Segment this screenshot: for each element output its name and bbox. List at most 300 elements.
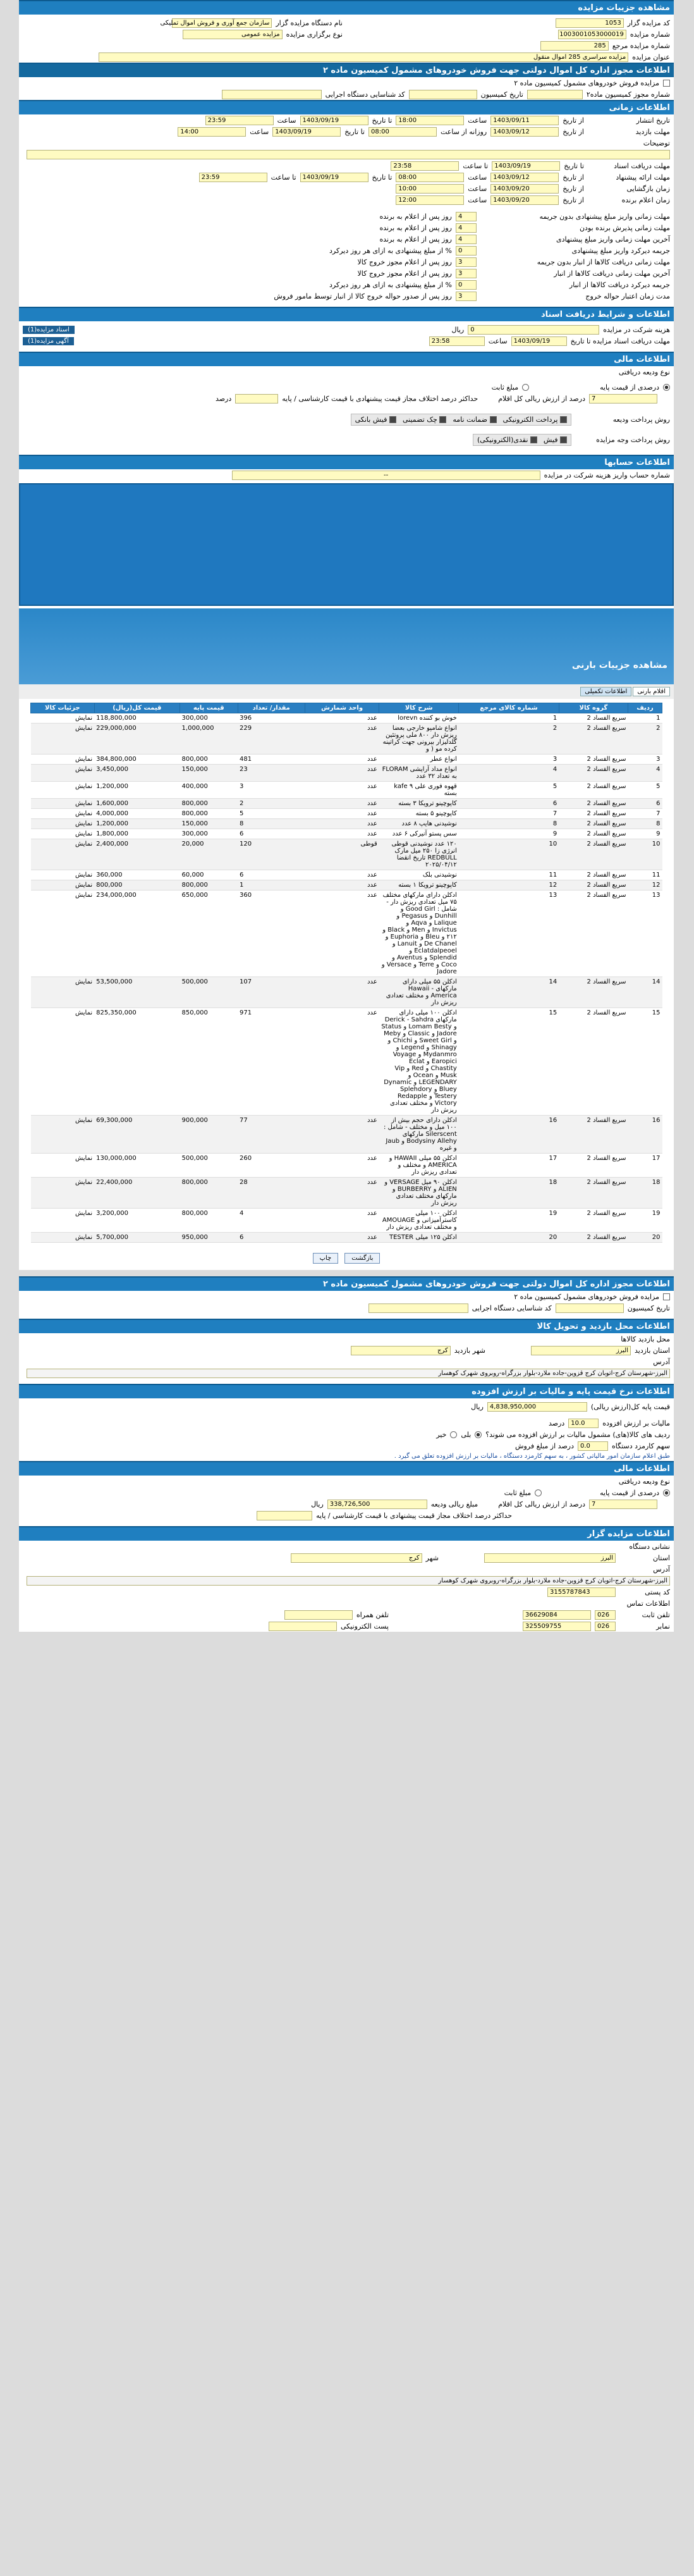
table-cell: 14 — [628, 977, 662, 1008]
table-cell: 229 — [238, 724, 305, 755]
pay-slip-checkbox[interactable] — [560, 436, 567, 443]
description-label: توضیحات — [643, 139, 670, 147]
table-cell: سریع الفساد 2 — [559, 765, 628, 782]
table-cell: 396 — [238, 713, 305, 724]
periods-list — [19, 211, 674, 302]
table-cell: 19 — [628, 1209, 662, 1233]
item-details-link[interactable]: نمایش — [31, 1209, 95, 1233]
table-cell: 6 — [238, 870, 305, 880]
code-label: کد مزایده گزار — [627, 18, 670, 27]
table-cell: انواع شامپو خارجی بعضا ریزش دار ۸۰۰ ملی پروتئین گلدلیزار بیرونی جهت کراتینه کرده مو ( و — [379, 724, 459, 755]
p2-visit-city: کرج — [351, 1346, 451, 1355]
table-cell: 8 — [628, 819, 662, 829]
commission-date-label: تاریخ کمیسیون — [480, 90, 523, 99]
table-cell: سریع الفساد 2 — [559, 782, 628, 799]
table-cell: سریع الفساد 2 — [559, 809, 628, 819]
visit-from-time: 08:00 — [368, 127, 437, 137]
table-cell: 800,000 — [180, 1209, 238, 1233]
table-row — [31, 839, 662, 870]
item-details-link[interactable]: نمایش — [31, 819, 95, 829]
table-cell: سریع الفساد 2 — [559, 724, 628, 755]
bid-deadline-label: مهلت ارائه پیشنهاد — [616, 173, 670, 182]
p2-tel-code: 026 — [595, 1610, 616, 1620]
fixed-radio[interactable] — [522, 384, 529, 391]
p2-fax: 325509755 — [523, 1622, 591, 1631]
table-cell: 5 — [459, 782, 559, 799]
table-cell: 1,600,000 — [94, 799, 180, 809]
table-cell: 107 — [238, 977, 305, 1008]
p2-commission-checkbox[interactable] — [663, 1293, 670, 1300]
notice-button[interactable]: آگهی مزایده(1) — [23, 337, 74, 345]
account-label: شماره حساب واریز هزینه شرکت در مزایده — [544, 471, 670, 479]
table-cell: ادکلن ۱۰۰ میلی دارای مارکهای Derick - Sahdra و Lomam Besty و Status Jadore و Classic و Meby و Sweet Girl و Chichi و Shinagy و Legend و Mydanmro و Voyage Earopici و Eclat Chastity و Red و Vip Musk و Ocean و LEGENDARY و Dynamic Bluey و Splehdory Testery و Redapple Victory و مختلف تعدادی ریزش دار — [379, 1008, 459, 1116]
table-cell: 69,300,000 — [94, 1116, 180, 1154]
table-cell: 7 — [459, 809, 559, 819]
table-header-row: ردیف گروه کالا شماره کالای مرجع شرح کالا واحد شمارش مقدار/ تعداد قیمت پایه قیمت کل(ریال) جزئیات کالا — [31, 703, 662, 713]
table-cell: عدد — [305, 755, 379, 765]
publish-from-date: 1403/09/11 — [490, 116, 559, 125]
table-cell: 5 — [238, 809, 305, 819]
item-details-link[interactable]: نمایش — [31, 713, 95, 724]
visit-from-date: 1403/09/12 — [490, 127, 559, 137]
table-cell: 1,200,000 — [94, 782, 180, 799]
table-cell: عدد — [305, 1178, 379, 1209]
device-label: نام دستگاه مزایده گزار — [276, 18, 343, 27]
p2-fax-code: 026 — [595, 1622, 616, 1631]
table-cell: 150,000 — [180, 819, 238, 829]
table-cell: 1 — [628, 713, 662, 724]
table-row — [31, 1154, 662, 1178]
table-cell: 2 — [628, 724, 662, 755]
table-cell: 1,200,000 — [94, 819, 180, 829]
p2-commission-date — [556, 1303, 624, 1313]
table-cell: 800,000 — [180, 809, 238, 819]
p2-price-header: اطلاعات نرخ قیمت پایه و مالیات بر ارزش افزوده — [19, 1384, 674, 1398]
opening-label: زمان بازگشایی — [626, 184, 670, 193]
ref-field: 285 — [540, 41, 609, 51]
table-cell: 23 — [238, 765, 305, 782]
period-row: آخرین مهلت زمانی دریافت کالاها از انبار 3 روز پس از اعلام مجوز خروج کالا — [357, 269, 670, 278]
table-cell: سریع الفساد 2 — [559, 713, 628, 724]
table-row — [31, 724, 662, 755]
items-table — [30, 703, 662, 1243]
page: مشاهده جزییات مزایده کد مزایده گزار 1053 نام دستگاه مزایده گزار سازمان جمع آوری و فروش اموال تملیکی شماره مزایده 1003001053000019 نوع برگزاری مزایده مزایده عمومی شماره مزایده مرجع 285 عنوان مزایده مزایده سراسری 285 اموال منقول اطلاعات مجوز اداره کل اموال دولتی جهت فروش خودروهای مشمول کمیسیون ماده ۲ مزایده فروش خودروهای مشمول کمیسیون ماده ۲ شماره مجوز کمیسیون ماده۲ تاریخ کمیسیون کد شناسایی دستگاه اجرایی اطلاعات زمانی تاریخ انتشار از تاریخ 1403/09/11 ساعت 18:00 تا تاریخ 1403/09/19 ساعت 23:59 مهلت بازدید از تاریخ 1403/09/12 روزانه از ساعت 08:00 تا تاریخ 1403/09/19 ساعت 14:00 توضیحات مهلت دریافت اسناد تا تاریخ 1403/09/19 تا ساعت 23:58 مهلت ارائه پیشنهاد از تاریخ 1403/09/12 ساعت 08:00 تا تاریخ 1403/09/19 تا ساعت 23:59 زمان بازگشایی از تاریخ 1403/09/20 ساعت 10:00 زمان اعلام برنده از تاریخ 1403/09/20 ساعت 12:00 مهلت زمانی واریز مبلغ پیشنهادی بدون جریمه 4 روز پس از اعلام به برنده مهلت زمانی پذیرش برنده بودن 4 روز پس از اعلام به برنده آخرین مهلت زمانی واریز مبلغ پیشنهادی 4 روز پس از اعلام به برنده جریمه دیرکرد واریز مبلغ پیشنهادی 0 % از مبلغ پیشنهادی به ازای هر روز دیرکرد مهلت زمانی دریافت کالاها از انبار بدون جریمه 3 روز پس از اعلام مجوز خروج کالا آخرین مهلت زمانی دریافت کالاها از انبار 3 روز پس از اعلام مجوز خروج کالا جریمه دیرکرد دریافت کالاها از انبار 0 % از مبلغ پیشنهادی به ازای هر روز دیرکرد مدت زمان اعتبار حواله خروج 3 روز پس از صدور حواله خروج کالا از انبار توسط مامور فروش اطلاعات و شرایط دریافت اسناد هزینه شرکت در مزایده 0 ریال اسناد مزایده(1) مهلت دریافت اسناد مزایده تا تاریخ 1403/09/19 ساعت 23:58 آگهی مزایده(1) اطلاعات مالی نوع ودیعه دریافتی درصدی از قیمت پایه مبلغ ثابت 7 درصد از ارزش ریالی کل اقلام حداکثر درصد اختلاف مجاز قیمت پیشنهادی با قیمت کارشناسی / پایه درصد روش پرداخت ودیعه پرداخت الکترونیکی ضمانت نامه چک تضمینی فیش بانکی روش پرداخت وجه مزایده فیش نقدی(الکترونیکی) اطلاعات حسابها شماره حساب واریز هزینه شرکت در مزایده -- مشاهده جزییات بارنی اقلام بارنی اطلاعات تکمیلی ردیف گروه کالا شماره کالای مرجع شرح کالا واحد شمارش مقدار/ تعداد قیمت پایه قیمت کل(ریال) جزئیات کالا 1 سریع الفساد 2 1 خوش بو کننده lorevn عدد 396 300,000 118,800,000 نمایش 2 سریع الفساد 2 2 انواع شامپو خارجی بعضا ریزش دار ۸۰۰ ملی پروتئین گلدلیزار بیرونی جهت کراتینه کرده مو ( و عدد 229 1,000,000 229,000,000 نمایش 3 سریع الفساد 2 3 انواع عطر عدد 481 800,000 384,800,000 نمایش 4 سریع الفساد 2 4 انواع مداد آرایشی FLORAM به تعداد ۳۲ عدد عدد 23 150,000 3,450,000 نمایش 5 سریع الفساد 2 5 قهوه فوری علی kafe ۹ بسته عدد 3 400,000 1,200,000 نمایش 6 سریع الفساد 2 6 کاپوچینو ترویکا ۳ بسته عدد 2 800,000 1,600,000 نمایش 7 سریع الفساد 2 7 کاپوچینو ۵ بسته عدد 5 800,000 4,000,000 نمایش 8 سریع الفساد 2 8 نوشیدنی هایپ ۸ عدد عدد 8 150,000 1,200,000 نمایش 9 سریع الفساد 2 9 سس پستو آنیرکی ۶ عدد عدد 6 300,000 1,800,000 نمایش 10 سریع الفساد 2 10 ۱۲۰ عدد نوشیدنی قوطی انرژی زا ۲۵۰ میل مارک REDBULL تاریخ انقضا ۲۰۲۵/۰۴/۱۲ قوطی 120 20,000 2,400,000 نمایش 11 سریع الفساد 2 11 نوشیدنی بلک عدد 6 60,000 360,000 نمایش 12 سریع الفساد 2 12 کاپوچینو ترویکا ۱ بسته عدد 1 800,000 800,000 نمایش 13 سریع الفساد 2 13 ادکلن دارای مارکهای مختلف ۷۵ میل تعدادی ریزش دار - شامل : Good Girl و Dunhill و Pegasus و Lalique و Aqva و Invictus و Men و Black و ۲۱۲ و Bleu و Euphoria و De Chanel و Lanuit و Eclatdalpeoel و Splendid و Aventus و Coco و Terre و Versace و Jadore عدد 360 650,000 234,000,000 نمایش 14 سریع الفساد 2 14 ادکلن ۵۵ میلی دارای مارکهای Hawaii - America و مختلف تعدادی ریزش دار عدد 107 500,000 53,500,000 نمایش 15 سریع الفساد 2 15 ادکلن ۱۰۰ میلی دارای مارکهای Derick - Sahdra و Lomam Besty و Status Jadore و Classic و Meby و Sweet Girl و Chichi و Shinagy و Legend و Mydanmro و Voyage Earopici و Eclat Chastity و Red و Vip Musk و Ocean و LEGENDARY و Dynamic Bluey و Splehdory Testery و Redapple Victory و مختلف تعدادی ریزش دار عدد 971 850,000 825,350,000 نمایش 16 سریع الفساد 2 16 ادکلن دارای حجم بیش از ۱۰۰ میل و مختلف - شامل : Silerscent مارکهای Bodysiny Allehy و Jaub و غیره عدد 77 900,000 69,300,000 نمایش 17 سریع الفساد 2 17 ادکلن ۵۵ میلی HAWAII و AMERICA و مختلف و تعدادی ریزش دار عدد 260 500,000 130,000,000 نمایش 18 سریع الفساد 2 18 ادکلن ۹۰ میل VERSAGE و ALIEN و BURBERRY و مارکهای مختلف تعدادی ریزش دار عدد 28 800,000 22,400,000 نمایش 19 سریع الفساد 2 19 ادکلن ۱۰۰ میلی کاسترآمیزانی و AMOUAGE و مختلف تعدادی ریزش دار عدد 4 800,000 3,200,000 نمایش 20 سریع الفساد 2 20 ادکلن ۱۲۵ میلی TESTER عدد 6 950,000 5,700,000 نمایش بازگشت چاپ اطلاعات مجوز اداره کل اموال دولتی جهت فروش خودروهای مشمول کمیسیون ماده ۲ مزایده فروش خودروهای مشمول کمیسیون ماده ۲ تاریخ کمیسیون کد شناسایی دستگاه اجرایی اطلاعات محل بازدید و تحویل کالا محل بازدید کالاها استان بازدید البرز شهر بازدید کرج آدرس البرز-شهرستان کرج-اتوبان کرج قزوین-جاده ملارد-بلوار بزرگراه-روبروی شهرک کوهسار اطلاعات نرخ قیمت پایه و مالیات بر ارزش افزوده قیمت پایه کل(ارزش ریالی) 4,838,950,000 ریال مالیات بر ارزش افزوده 10.0 درصد ردیف های کالا(های) مشمول مالیات بر ارزش افزوده می شوند؟ بلی خیر سهم کارمزد دستگاه 0.0 درصد از مبلغ فروش طبق اعلام سازمان امور مالیاتی کشور ، به سهم کارمزد دستگاه ، مالیات بر ارزش افزوده تعلق می گیرد . اطلاعات مالی نوع ودیعه دریافتی درصدی از قیمت پایه مبلغ ثابت 7 درصد از ارزش ریالی کل اقلام مبلغ ریالی ودیعه 338,726,500 ریال حداکثر درصد اختلاف مجاز قیمت پیشنهادی با قیمت کارشناسی / پایه اطلاعات مزایده گزار نشانی دستگاه استان البرز شهر کرج آدرس البرز-شهرستان کرج-اتوبان کرج قزوین-جاده ملارد-بلوار بزرگراه-روبروی شهرک کوهسار کد پستی 3155787843 اطلاعات تماس تلفن ثابت 026 36629084 تلفن همراه نمابر 026 325509755 پست الکترونیکی — [19, 0, 674, 1632]
table-cell: 4 — [238, 1209, 305, 1233]
p2-vat-note: طبق اعلام سازمان امور مالیاتی کشور ، به سهم کارمزد دستگاه ، مالیات بر ارزش افزوده تعلق می گیرد . — [394, 1453, 670, 1460]
p2-national-id — [368, 1303, 468, 1313]
table-row — [31, 765, 662, 782]
table-row — [31, 782, 662, 799]
item-details-link[interactable]: نمایش — [31, 880, 95, 891]
period-row: مدت زمان اعتبار حواله خروج 3 روز پس از صدور حواله خروج کالا از انبار توسط مامور فروش — [274, 292, 670, 300]
table-cell: 13 — [459, 891, 559, 977]
p2-vat-no-radio[interactable] — [450, 1431, 457, 1438]
percent-field: 7 — [589, 394, 657, 404]
device-field: سازمان جمع آوری و فروش اموال تملیکی — [172, 18, 272, 28]
table-row — [31, 1008, 662, 1116]
section-accounts-header: اطلاعات حسابها — [19, 455, 674, 469]
p2-vat-field: 10.0 — [568, 1419, 599, 1428]
table-cell: سریع الفساد 2 — [559, 880, 628, 891]
item-details-link[interactable]: نمایش — [31, 782, 95, 799]
visit-label: مهلت بازدید — [635, 127, 670, 136]
bid-to-date: 1403/09/19 — [300, 173, 368, 182]
table-cell: 5,700,000 — [94, 1233, 180, 1243]
table-cell: کاپوچینو ترویکا ۱ بسته — [379, 880, 459, 891]
section-financial-header: اطلاعات مالی — [19, 352, 674, 366]
announce-label: زمان اعلام برنده — [621, 195, 670, 204]
table-cell: 9 — [459, 829, 559, 839]
table-cell: 20,000 — [180, 839, 238, 870]
permit-number-label: شماره مجوز کمیسیون ماده۲ — [586, 90, 670, 99]
table-cell: 6 — [238, 1233, 305, 1243]
documents-button[interactable]: اسناد مزایده(1) — [23, 326, 75, 334]
table-cell: 3,200,000 — [94, 1209, 180, 1233]
item-details-link[interactable]: نمایش — [31, 977, 95, 1008]
table-cell: کاپوچینو ترویکا ۳ بسته — [379, 799, 459, 809]
table-cell: 971 — [238, 1008, 305, 1116]
table-cell: ادکلن ۱۰۰ میلی کاسترآمیزانی و AMOUAGE و مختلف تعدادی ریزش دار — [379, 1209, 459, 1233]
section-auction-details-header: مشاهده جزییات مزایده — [19, 0, 674, 15]
table-cell: 60,000 — [180, 870, 238, 880]
table-cell: سریع الفساد 2 — [559, 891, 628, 977]
cheque-checkbox[interactable] — [439, 416, 446, 423]
table-cell: سریع الفساد 2 — [559, 755, 628, 765]
publish-label: تاریخ انتشار — [636, 116, 670, 125]
table-cell: 12 — [628, 880, 662, 891]
table-cell: 850,000 — [180, 1008, 238, 1116]
table-row — [31, 1178, 662, 1209]
table-cell: 2 — [238, 799, 305, 809]
table-cell: 500,000 — [180, 977, 238, 1008]
item-details-link[interactable]: نمایش — [31, 870, 95, 880]
table-cell: انواع عطر — [379, 755, 459, 765]
table-cell: 10 — [628, 839, 662, 870]
table-cell: 130,000,000 — [94, 1154, 180, 1178]
table-cell: 360,000 — [94, 870, 180, 880]
table-cell: 8 — [459, 819, 559, 829]
table-cell: عدد — [305, 809, 379, 819]
percent-radio[interactable] — [663, 384, 670, 391]
table-cell: عدد — [305, 977, 379, 1008]
table-cell: 300,000 — [180, 829, 238, 839]
commission-checkbox[interactable] — [663, 80, 670, 87]
table-cell: 260 — [238, 1154, 305, 1178]
table-cell: عدد — [305, 1233, 379, 1243]
table-cell: سریع الفساد 2 — [559, 1233, 628, 1243]
table-cell: 6 — [238, 829, 305, 839]
blue-panel — [19, 483, 674, 606]
bid-to-time: 23:59 — [199, 173, 267, 182]
payment-label: روش پرداخت وجه مزایده — [596, 435, 670, 444]
num-label: شماره مزایده — [630, 30, 670, 39]
subject-field: مزایده سراسری 285 اموال منقول — [99, 52, 628, 62]
p2-share-field: 0.0 — [578, 1441, 608, 1451]
tab-extra-info[interactable]: اطلاعات تکمیلی — [580, 687, 631, 696]
p2-tel: 36629084 — [523, 1610, 591, 1620]
period-row: جریمه دیرکرد دریافت کالاها از انبار 0 % از مبلغ پیشنهادی به ازای هر روز دیرکرد — [329, 280, 670, 289]
account-field: -- — [232, 471, 540, 480]
item-details-link[interactable]: نمایش — [31, 891, 95, 977]
table-row — [31, 880, 662, 891]
documents-deadline-time: 23:58 — [391, 161, 459, 171]
table-cell: 14 — [459, 977, 559, 1008]
deposit-type-label: نوع ودیعه دریافتی — [618, 367, 670, 376]
table-cell: 5 — [628, 782, 662, 799]
bid-from-date: 1403/09/12 — [490, 173, 559, 182]
table-cell: ادکلن دارای مارکهای مختلف ۷۵ میل تعدادی ریزش دار - شامل : Good Girl و Dunhill و Pegasus و Lalique و Aqva و Invictus و Men و Black و ۲۱۲ و Bleu و Euphoria و De Chanel و Lanuit و Eclatdalpeoel و Splendid و Aventus و Coco و Terre و Versace و Jadore — [379, 891, 459, 977]
table-cell: عدد — [305, 1154, 379, 1178]
table-row — [31, 829, 662, 839]
table-cell: 360 — [238, 891, 305, 977]
code-field: 1053 — [556, 18, 624, 28]
table-cell: 7 — [628, 809, 662, 819]
table-cell: 17 — [459, 1154, 559, 1178]
table-cell: 800,000 — [180, 880, 238, 891]
section-permit-header: اطلاعات مجوز اداره کل اموال دولتی جهت فروش خودروهای مشمول کمیسیون ماده ۲ — [19, 63, 674, 77]
guarantee-checkbox[interactable] — [490, 416, 497, 423]
tab-items[interactable]: اقلام بارنی — [633, 687, 670, 696]
detail-band — [19, 608, 674, 684]
table-cell: 1,800,000 — [94, 829, 180, 839]
table-cell: 16 — [628, 1116, 662, 1154]
item-details-link[interactable]: نمایش — [31, 809, 95, 819]
period-row: مهلت زمانی واریز مبلغ پیشنهادی بدون جریمه 4 روز پس از اعلام به برنده — [379, 212, 670, 221]
table-cell: 384,800,000 — [94, 755, 180, 765]
table-cell: 11 — [459, 870, 559, 880]
table-row — [31, 870, 662, 880]
table-cell: 9 — [628, 829, 662, 839]
table-cell: 800,000 — [94, 880, 180, 891]
table-cell: 234,000,000 — [94, 891, 180, 977]
permit-number-field — [527, 90, 583, 99]
section-time-header: اطلاعات زمانی — [19, 100, 674, 114]
table-cell: ادکلن ۵۵ میلی HAWAII و AMERICA و مختلف و تعدادی ریزش دار — [379, 1154, 459, 1178]
item-details-link[interactable]: نمایش — [31, 1116, 95, 1154]
period-row: آخرین مهلت زمانی واریز مبلغ پیشنهادی 4 روز پس از اعلام به برنده — [379, 235, 670, 243]
publish-to-time: 23:59 — [205, 116, 274, 125]
item-details-link[interactable]: نمایش — [31, 1178, 95, 1209]
table-cell: 6 — [459, 799, 559, 809]
p2-org-header: اطلاعات مزایده گزار — [19, 1526, 674, 1541]
table-cell: 8 — [238, 819, 305, 829]
national-id-label: کد شناسایی دستگاه اجرایی — [325, 90, 405, 99]
item-details-link[interactable]: نمایش — [31, 829, 95, 839]
p2-org-address: البرز-شهرستان کرج-اتوبان کرج قزوین-جاده ملارد-بلوار بزرگراه-روبروی شهرک کوهسار — [27, 1576, 670, 1586]
item-details-link[interactable]: نمایش — [31, 799, 95, 809]
publish-to-date: 1403/09/19 — [300, 116, 368, 125]
table-row — [31, 755, 662, 765]
visit-to-date: 1403/09/19 — [272, 127, 341, 137]
table-row — [31, 1209, 662, 1233]
description-field — [27, 150, 670, 159]
table-cell: عدد — [305, 799, 379, 809]
item-details-link[interactable]: نمایش — [31, 1154, 95, 1178]
p2-org-city: کرج — [291, 1553, 422, 1563]
table-cell: عدد — [305, 1008, 379, 1116]
table-cell: 118,800,000 — [94, 713, 180, 724]
detail-tabs — [19, 684, 674, 699]
period-row: جریمه دیرکرد واریز مبلغ پیشنهادی 0 % از مبلغ پیشنهادی به ازای هر روز دیرکرد — [329, 246, 670, 255]
subject-label: عنوان مزایده — [632, 52, 670, 61]
table-cell: 18 — [628, 1178, 662, 1209]
p2-mobile — [284, 1610, 353, 1620]
payment-options: فیش نقدی(الکترونیکی) — [473, 434, 571, 446]
table-cell: عدد — [305, 870, 379, 880]
table-cell: 3 — [238, 782, 305, 799]
table-cell: 4,000,000 — [94, 809, 180, 819]
item-details-link[interactable]: نمایش — [31, 765, 95, 782]
table-cell: سریع الفساد 2 — [559, 829, 628, 839]
table-cell: 20 — [628, 1233, 662, 1243]
announce-time: 12:00 — [396, 195, 464, 205]
opening-date: 1403/09/20 — [490, 184, 559, 194]
table-cell: نوشیدنی هایپ ۸ عدد — [379, 819, 459, 829]
table-row — [31, 1116, 662, 1154]
table-cell: 2 — [459, 724, 559, 755]
type-label: نوع برگزاری مزایده — [286, 30, 343, 39]
table-cell: سریع الفساد 2 — [559, 819, 628, 829]
p2-org-province: البرز — [484, 1553, 616, 1563]
table-cell: قهوه فوری علی kafe ۹ بسته — [379, 782, 459, 799]
table-cell: 4 — [628, 765, 662, 782]
table-cell: 481 — [238, 755, 305, 765]
print-button[interactable]: چاپ — [313, 1253, 339, 1264]
back-button[interactable]: بازگشت — [344, 1253, 380, 1264]
publish-from-time: 18:00 — [396, 116, 464, 125]
table-cell: عدد — [305, 765, 379, 782]
table-cell: 4 — [459, 765, 559, 782]
table-cell: سریع الفساد 2 — [559, 1154, 628, 1178]
table-cell: ادکلن ۵۵ میلی دارای مارکهای Hawaii - America و مختلف تعدادی ریزش دار — [379, 977, 459, 1008]
p2-email — [269, 1622, 337, 1631]
table-cell: 28 — [238, 1178, 305, 1209]
table-cell: سریع الفساد 2 — [559, 839, 628, 870]
table-cell: 1 — [459, 713, 559, 724]
opening-time: 10:00 — [396, 184, 464, 194]
p2-fixed-radio[interactable] — [535, 1489, 542, 1496]
table-cell: 800,000 — [180, 755, 238, 765]
table-cell: عدد — [305, 1116, 379, 1154]
pay-cash-checkbox[interactable] — [530, 436, 537, 443]
bid-from-time: 08:00 — [396, 173, 464, 182]
table-cell: 17 — [628, 1154, 662, 1178]
epay-checkbox[interactable] — [560, 416, 567, 423]
item-details-link[interactable]: نمایش — [31, 724, 95, 755]
item-details-link[interactable]: نمایش — [31, 1008, 95, 1116]
table-cell: 6 — [628, 799, 662, 809]
table-cell: ادکلن ۱۲۵ میلی TESTER — [379, 1233, 459, 1243]
table-row — [31, 977, 662, 1008]
p2-visit-address: البرز-شهرستان کرج-اتوبان کرج قزوین-جاده ملارد-بلوار بزرگراه-روبروی شهرک کوهسار — [27, 1369, 670, 1378]
table-cell: 13 — [628, 891, 662, 977]
table-row — [31, 713, 662, 724]
table-cell: عدد — [305, 782, 379, 799]
table-cell: 3 — [459, 755, 559, 765]
receive-date: 1403/09/19 — [511, 336, 567, 346]
cost-label: هزینه شرکت در مزایده — [603, 325, 670, 334]
table-cell: نوشیدنی بلک — [379, 870, 459, 880]
table-cell: ادکلن ۹۰ میل VERSAGE و ALIEN و BURBERRY و مارکهای مختلف تعدادی ریزش دار — [379, 1178, 459, 1209]
table-cell: 18 — [459, 1178, 559, 1209]
p2-percent-radio[interactable] — [663, 1489, 670, 1496]
p2-percent-field: 7 — [589, 1500, 657, 1509]
commission-date-field — [409, 90, 477, 99]
deposit-pay-options: پرداخت الکترونیکی ضمانت نامه چک تضمینی فیش بانکی — [351, 414, 571, 426]
table-cell: 16 — [459, 1116, 559, 1154]
p2-deposit-amount: 338,726,500 — [327, 1500, 427, 1509]
table-cell: سریع الفساد 2 — [559, 799, 628, 809]
table-cell: 22,400,000 — [94, 1178, 180, 1209]
table-cell: 19 — [459, 1209, 559, 1233]
item-details-link[interactable]: نمایش — [31, 1233, 95, 1243]
table-cell: 3,450,000 — [94, 765, 180, 782]
p2-visit-header: اطلاعات محل بازدید و تحویل کالا — [19, 1319, 674, 1333]
table-cell: 11 — [628, 870, 662, 880]
p2-visit-province: البرز — [531, 1346, 631, 1355]
table-cell: سریع الفساد 2 — [559, 1008, 628, 1116]
table-row — [31, 799, 662, 809]
section-documents-header: اطلاعات و شرایط دریافت اسناد — [19, 307, 674, 321]
table-cell: سریع الفساد 2 — [559, 1178, 628, 1209]
p2-total-price: 4,838,950,000 — [487, 1402, 587, 1412]
table-cell: 12 — [459, 880, 559, 891]
table-cell: 20 — [459, 1233, 559, 1243]
table-cell: 800,000 — [180, 799, 238, 809]
table-cell: 229,000,000 — [94, 724, 180, 755]
period-row: مهلت زمانی دریافت کالاها از انبار بدون جریمه 3 روز پس از اعلام مجوز خروج کالا — [357, 257, 670, 266]
max-diff-field — [235, 394, 278, 404]
table-cell: 400,000 — [180, 782, 238, 799]
table-cell: 3 — [628, 755, 662, 765]
slip-checkbox[interactable] — [389, 416, 396, 423]
table-cell: عدد — [305, 829, 379, 839]
table-cell: 300,000 — [180, 713, 238, 724]
p2-vat-yes-radio[interactable] — [475, 1431, 482, 1438]
table-row — [31, 891, 662, 977]
table-cell: 53,500,000 — [94, 977, 180, 1008]
table-cell: عدد — [305, 724, 379, 755]
table-cell: 15 — [459, 1008, 559, 1116]
table-cell: سریع الفساد 2 — [559, 1209, 628, 1233]
table-cell: سریع الفساد 2 — [559, 977, 628, 1008]
table-cell: سریع الفساد 2 — [559, 1116, 628, 1154]
table-cell: عدد — [305, 1209, 379, 1233]
ref-label: شماره مزایده مرجع — [612, 41, 670, 50]
num-field: 1003001053000019 — [558, 30, 626, 39]
table-cell: سریع الفساد 2 — [559, 870, 628, 880]
table-row — [31, 819, 662, 829]
p2-permit-header: اطلاعات مجوز اداره کل اموال دولتی جهت فروش خودروهای مشمول کمیسیون ماده ۲ — [19, 1276, 674, 1291]
announce-date: 1403/09/20 — [490, 195, 559, 205]
item-details-link[interactable]: نمایش — [31, 839, 95, 870]
item-details-link[interactable]: نمایش — [31, 755, 95, 765]
table-cell: انواع مداد آرایشی FLORAM به تعداد ۳۲ عدد — [379, 765, 459, 782]
table-cell: 500,000 — [180, 1154, 238, 1178]
table-cell: 10 — [459, 839, 559, 870]
table-cell: عدد — [305, 880, 379, 891]
table-cell: 1,000,000 — [180, 724, 238, 755]
table-cell: 825,350,000 — [94, 1008, 180, 1116]
table-cell: خوش بو کننده lorevn — [379, 713, 459, 724]
table-cell: 950,000 — [180, 1233, 238, 1243]
deposit-pay-label: روش پرداخت ودیعه — [612, 415, 670, 424]
national-id-field — [222, 90, 322, 99]
table-cell: 1 — [238, 880, 305, 891]
table-cell: 800,000 — [180, 1178, 238, 1209]
p2-max-diff — [257, 1511, 312, 1520]
table-cell: عدد — [305, 891, 379, 977]
